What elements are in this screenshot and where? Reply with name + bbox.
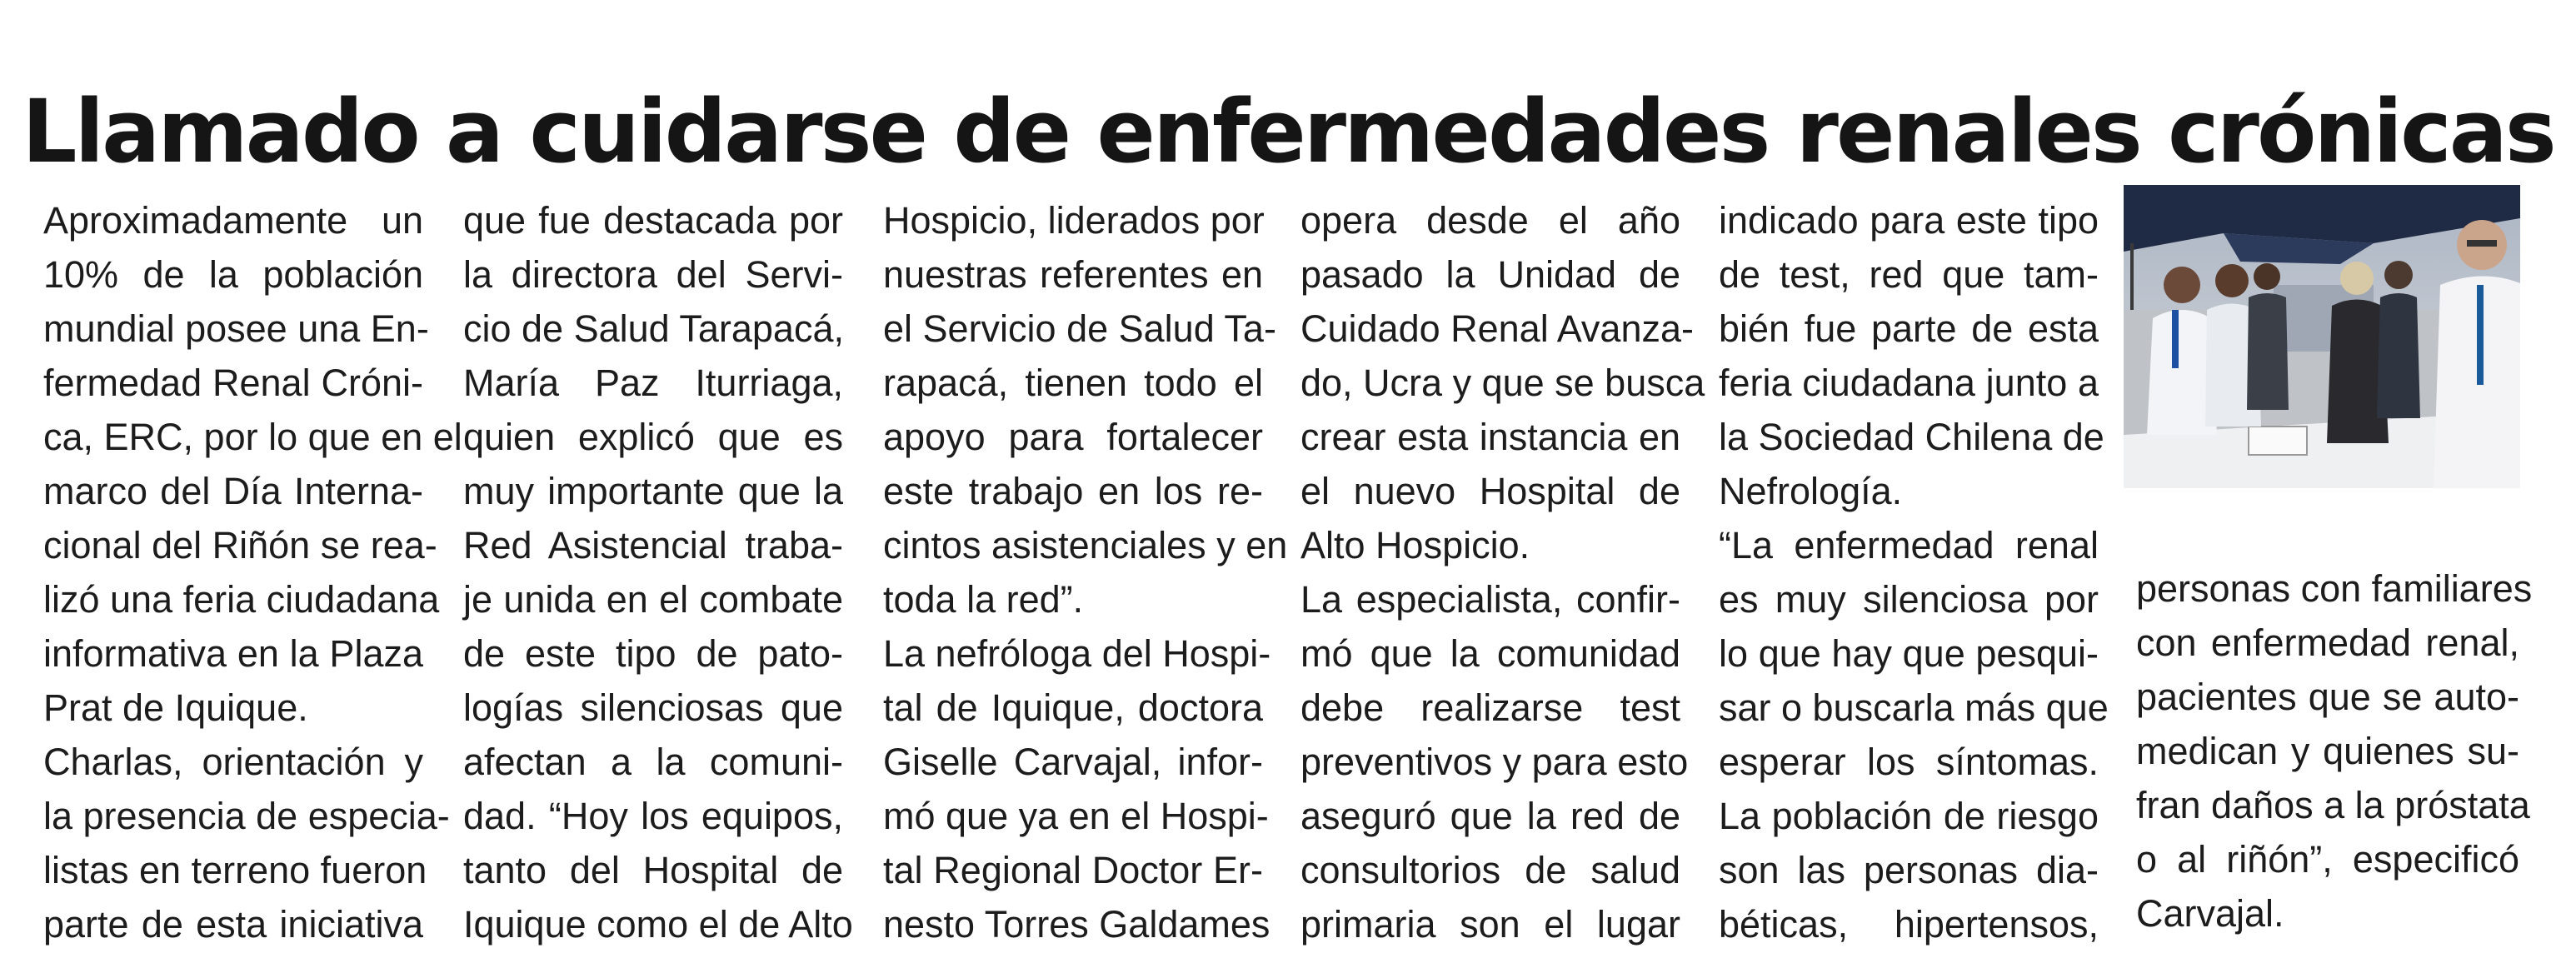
- text-line: Nefrología.: [1719, 470, 1903, 512]
- text-line: son las personas dia-: [1719, 849, 2099, 891]
- text-line: preventivos y para esto: [1300, 741, 1689, 783]
- text-line: pacientes que se auto-: [2136, 676, 2519, 718]
- text-line: listas en terreno fueron: [43, 849, 427, 891]
- text-line: je unida en el combate: [463, 578, 843, 621]
- text-line: Prat de Iquique.: [43, 686, 308, 729]
- article-column-3: [883, 193, 1288, 951]
- text-line: de este tipo de pato-: [463, 632, 843, 675]
- text-line: la presencia de especia-: [43, 795, 450, 837]
- text-line: esperar los síntomas.: [1719, 741, 2099, 783]
- text-line: la Sociedad Chilena de: [1719, 416, 2104, 458]
- text-line: nuestras referentes en: [883, 253, 1263, 296]
- text-line: es muy silenciosa por: [1719, 578, 2099, 621]
- text-line: tal Regional Doctor Er-: [883, 849, 1263, 891]
- text-line: toda la red”.: [883, 578, 1084, 621]
- text-line: María Paz Iturriaga,: [463, 362, 843, 404]
- text-line: la directora del Servi-: [463, 253, 843, 296]
- text-line: apoyo para fortalecer: [883, 416, 1263, 458]
- text-line: consultorios de salud: [1300, 849, 1680, 891]
- text-line: aseguró que la red de: [1300, 795, 1680, 837]
- text-line: que fue destacada por: [463, 199, 843, 242]
- text-line: afectan a la comuni-: [463, 741, 843, 783]
- text-line: mundial posee una En-: [43, 307, 429, 350]
- text-line: lo que hay que pesqui-: [1719, 632, 2099, 675]
- text-line: béticas, hipertensos,: [1719, 903, 2099, 946]
- text-line: cio de Salud Tarapacá,: [463, 307, 844, 350]
- text-line: Alto Hospicio.: [1300, 524, 1530, 566]
- text-line: tal de Iquique, doctora: [883, 686, 1263, 729]
- text-line: el nuevo Hospital de: [1300, 470, 1680, 512]
- text-line: tanto del Hospital de: [463, 849, 843, 891]
- text-line: parte de esta iniciativa: [43, 903, 423, 946]
- article-column-6: [2136, 561, 2533, 941]
- text-line: mó que ya en el Hospi-: [883, 795, 1269, 837]
- text-line: Aproximadamente un: [43, 199, 423, 242]
- text-line: Iquique como el de Alto: [463, 903, 853, 946]
- text-line: indicado para este tipo: [1719, 199, 2099, 242]
- article-column-5: [1719, 193, 2109, 951]
- text-line: muy importante que la: [463, 470, 843, 512]
- text-line: La especialista, confir-: [1300, 578, 1680, 621]
- text-line: debe realizarse test: [1300, 686, 1680, 729]
- text-line: fran daños a la próstata: [2136, 784, 2530, 826]
- text-line: opera desde el año: [1300, 199, 1680, 242]
- text-line: fermedad Renal Cróni-: [43, 362, 423, 404]
- text-line: cintos asistenciales y en: [883, 524, 1288, 566]
- text-line: personas con familiares: [2136, 567, 2533, 610]
- text-line: feria ciudadana junto a: [1719, 362, 2099, 404]
- text-line: este trabajo en los re-: [883, 470, 1263, 512]
- text-line: Cuidado Renal Avanza-: [1300, 307, 1694, 350]
- text-line: logías silenciosas que: [463, 686, 843, 729]
- article-column-2: [463, 193, 853, 951]
- feria-photo: [2124, 185, 2520, 488]
- text-line: sar o buscarla más que: [1719, 686, 2109, 729]
- text-line: cional del Riñón se rea-: [43, 524, 437, 566]
- text-line: Hospicio, liderados por: [883, 199, 1265, 242]
- text-line: el Servicio de Salud Ta-: [883, 307, 1276, 350]
- text-line: La nefróloga del Hospi-: [883, 632, 1271, 675]
- text-line: 10% de la población: [43, 253, 423, 296]
- text-line: marco del Día Interna-: [43, 470, 423, 512]
- text-line: medican y quienes su-: [2136, 730, 2519, 772]
- text-line: “La enfermedad renal: [1719, 524, 2099, 566]
- text-line: nesto Torres Galdames: [883, 903, 1271, 946]
- article-column-1: [43, 193, 462, 951]
- text-line: de test, red que tam-: [1719, 253, 2099, 296]
- text-line: Giselle Carvajal, infor-: [883, 741, 1263, 783]
- text-line: quien explicó que es: [463, 416, 843, 458]
- article-column-4: [1300, 193, 1705, 951]
- text-line: La población de riesgo: [1719, 795, 2099, 837]
- text-line: lizó una feria ciudadana: [43, 578, 440, 621]
- text-line: Carvajal.: [2136, 892, 2284, 935]
- text-line: bién fue parte de esta: [1719, 307, 2099, 350]
- text-line: ca, ERC, por lo que en el: [43, 416, 462, 458]
- text-line: dad. “Hoy los equipos,: [463, 795, 843, 837]
- text-line: Charlas, orientación y: [43, 741, 423, 783]
- text-line: primaria son el lugar: [1300, 903, 1680, 946]
- text-line: mó que la comunidad: [1300, 632, 1680, 675]
- text-line: do, Ucra y que se busca: [1300, 362, 1705, 404]
- text-line: con enfermedad renal,: [2136, 621, 2519, 664]
- text-line: crear esta instancia en: [1300, 416, 1680, 458]
- text-line: rapacá, tienen todo el: [883, 362, 1263, 404]
- headline: Llamado a cuidarse de enfermedades renales crónicas: [22, 80, 2554, 182]
- text-line: o al riñón”, especificó: [2136, 838, 2519, 881]
- text-line: informativa en la Plaza: [43, 632, 423, 675]
- text-line: Red Asistencial traba-: [463, 524, 843, 566]
- text-line: pasado la Unidad de: [1300, 253, 1680, 296]
